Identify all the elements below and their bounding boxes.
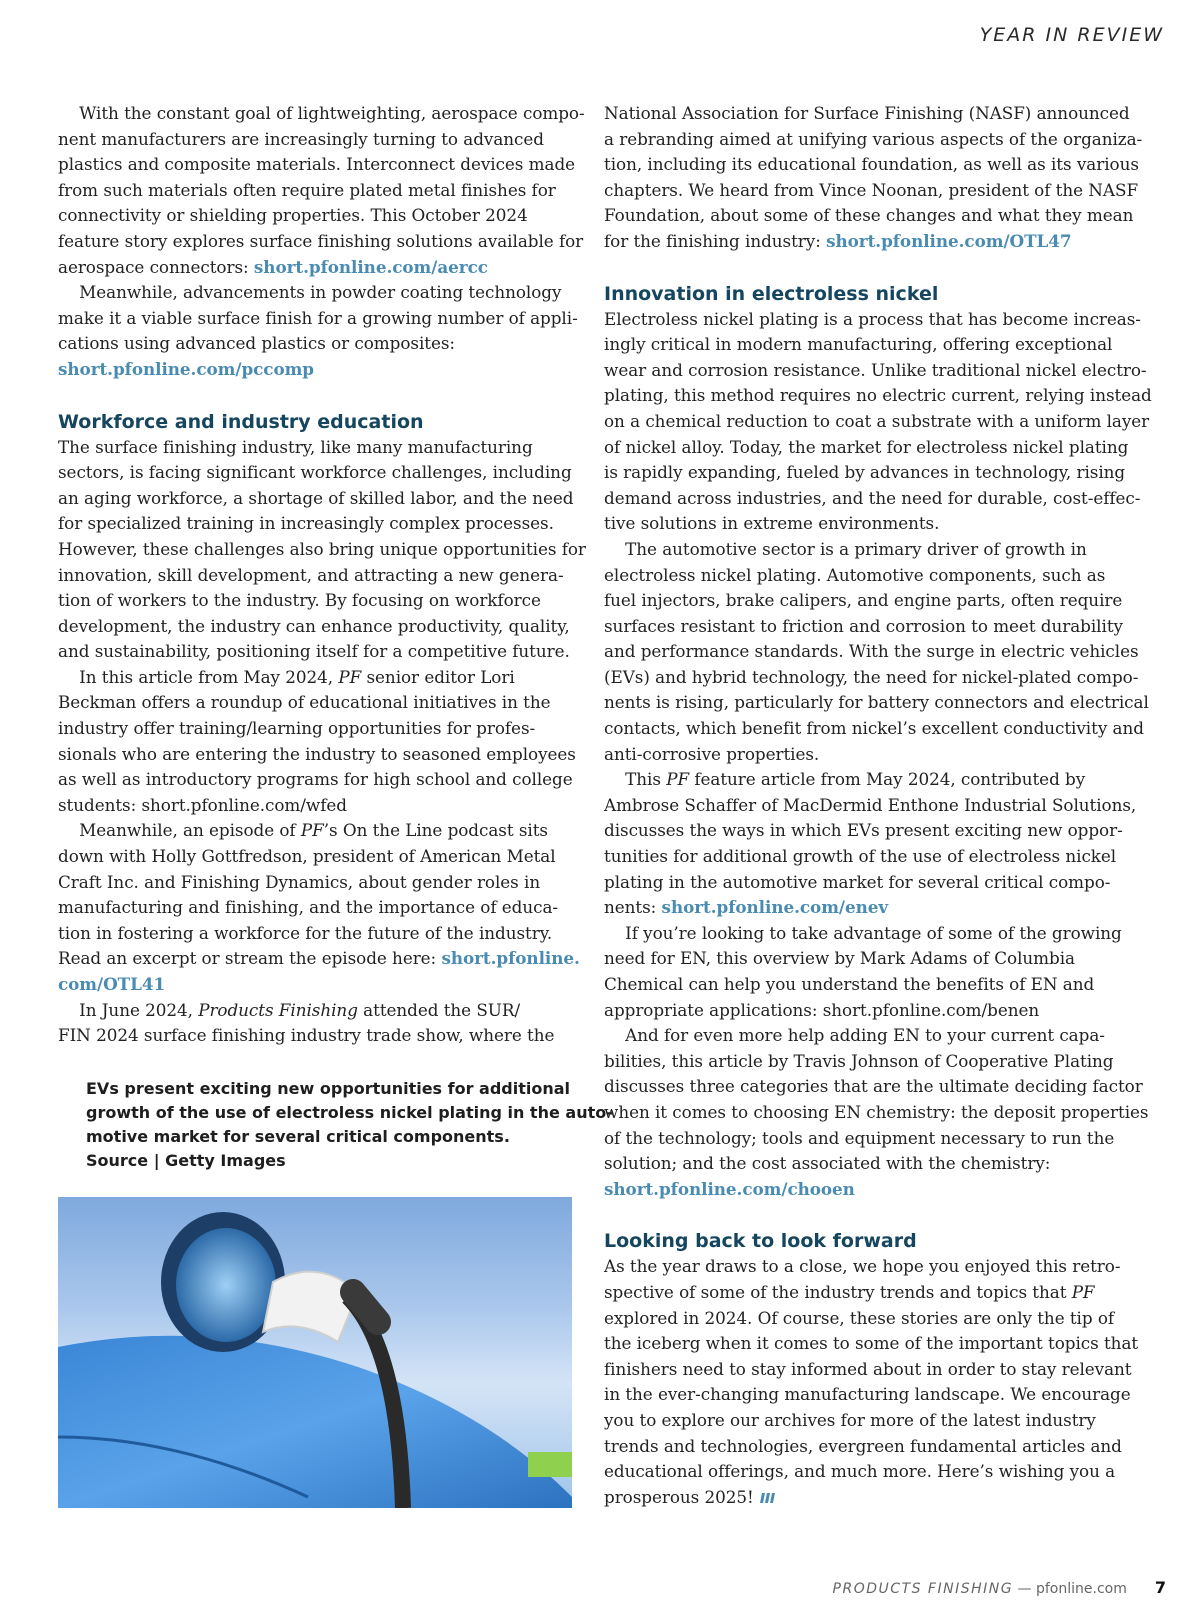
charger-plug bbox=[263, 1272, 358, 1342]
paragraph-electroless-intro: Electroless nickel plating is a process that has become increas- ingly critical in modern manufacturing, offering exceptional wear and corrosion resistance. Unlike traditional nickel electro- plating, this method requires no electric current, relying instead on a chemical reduction to coat a substrate with a uniform layer of nickel alloy. Today, the market for electroless nickel plating is rapidly expanding, fueled by advances in technology, rising demand across industries, and the need for durable, cost-effec- tive solutions in extreme environments. bbox=[604, 308, 1152, 534]
page-footer bbox=[700, 1578, 1166, 1597]
text-run: And for even more help adding EN to your current capa- bilities, this article by Travis Johnson of Cooperative Plating discusses three categories that are the ultimate deciding factor when it comes to choosing EN chemistry: the deposit properties of the technology; tools and equipment necessary to run the solution; and the cost associated with the chemistry: bbox=[604, 1025, 1149, 1174]
text-run: In June 2024, bbox=[58, 999, 199, 1020]
left-column bbox=[58, 101, 586, 1049]
text-run: In this article from May 2024, bbox=[58, 666, 339, 687]
paragraph-pf-feature bbox=[604, 767, 1137, 921]
link-chooen[interactable]: short.pfonline.com/chooen bbox=[604, 1178, 855, 1199]
text-line: from such materials often require plated metal finishes for bbox=[58, 179, 556, 200]
paragraph-workforce: The surface finishing industry, like many manufacturing sectors, is facing significant workforce challenges, including an aging workforce, a shortage of skilled labor, and the need for specialized training in increasingly complex processes. However, these challenges also bring unique opportunities for innovation, skill development, and attracting a new genera- tion of workers to the industry. By focusing on workforce development, the industry can enhance productivity, quality, and sustainability, positioning itself for a competitive future. bbox=[58, 436, 586, 662]
pf-abbrev: PF bbox=[1071, 1281, 1095, 1302]
link-aercc[interactable]: short.pfonline.com/aercc bbox=[253, 256, 488, 277]
text-line: aerospace connectors: bbox=[58, 256, 254, 277]
running-head: YEAR IN REVIEW bbox=[979, 24, 1164, 46]
heading-electroless-nickel: Innovation in electroless nickel bbox=[604, 282, 939, 305]
text-line: make it a viable surface finish for a growing number of appli- bbox=[58, 307, 578, 328]
right-column bbox=[604, 101, 1152, 1510]
text-line: connectivity or shielding properties. This October 2024 bbox=[58, 205, 528, 226]
text-run: feature article from May 2024, contributed by Ambrose Schaffer of MacDermid Enthone Industrial Solutions, discusses the ways in which EVs present exciting new oppor- tunities for additional growth of the use of electroless nickel plating in the automotive market for several critical compo- nents: bbox=[604, 769, 1137, 918]
end-of-article-icon bbox=[760, 1493, 776, 1503]
footer-separator: — bbox=[1013, 1581, 1036, 1597]
text-run: National Association for Surface Finishing (NASF) announced a rebranding aimed at unifying various aspects of the organiza- tion, including its educational foundation, as well as its various chapters. We heard from Vince Noonan, president of the NASF Foundation, about some of these changes and what they mean for the finishing industry: bbox=[604, 103, 1143, 251]
paragraph-podcast bbox=[58, 818, 580, 997]
paragraph-powder-coating bbox=[58, 280, 580, 382]
text-line: Meanwhile, advancements in powder coating technology bbox=[58, 282, 562, 303]
paragraph-en-overview: If you’re looking to take advantage of some of the growing need for EN, this overview by Mark Adams of Columbia Chemical can help you understand the benefits of EN and appropriate applications: short.pfonline.com/benen bbox=[604, 922, 1122, 1020]
magazine-title: Products Finishing bbox=[198, 999, 358, 1020]
text-run: This bbox=[604, 769, 667, 790]
photo-caption bbox=[86, 1077, 613, 1173]
text-line: feature story explores surface finishing solutions available for bbox=[58, 230, 584, 251]
pf-abbrev: PF bbox=[300, 820, 324, 841]
paragraph-aerospace bbox=[58, 101, 585, 280]
paragraph-nasf bbox=[604, 101, 1143, 255]
text-run: attended the SUR/ FIN 2024 surface finishing industry trade show, where the bbox=[58, 999, 555, 1046]
caption-text: EVs present exciting new opportunities for additional growth of the use of electroless nickel plating in the auto- motive market for several critical components. bbox=[86, 1079, 613, 1146]
text-line: cations using advanced plastics or composites: bbox=[58, 333, 456, 354]
car-body bbox=[58, 1336, 572, 1508]
background-greenery bbox=[528, 1452, 572, 1477]
link-enev[interactable]: short.pfonline.com/enev bbox=[661, 897, 889, 918]
paragraph-automotive: The automotive sector is a primary driver of growth in electroless nickel plating. Automotive components, such as fuel injectors, brake calipers, and engine parts, often require surfaces resistant to friction and corrosion to meet durability and performance standards. With the surge in electric vehicles (EVs) and hybrid technology, the need for nickel-plated compo- nents is rising, particularly for battery connectors and electrical contacts, which benefit from nickel’s excellent conductivity and anti-corrosive properties. bbox=[604, 538, 1149, 764]
heading-looking-back: Looking back to look forward bbox=[604, 1230, 917, 1253]
heading-workforce: Workforce and industry education bbox=[58, 410, 424, 433]
page-number: 7 bbox=[1154, 1578, 1166, 1597]
paragraph-en-chemistry bbox=[604, 1023, 1149, 1202]
text-line: With the constant goal of lightweighting, aerospace compo- bbox=[58, 103, 585, 123]
link-otl47[interactable]: short.pfonline.com/OTL47 bbox=[826, 230, 1072, 251]
footer-site: pfonline.com bbox=[1035, 1581, 1127, 1597]
pf-abbrev: PF bbox=[338, 666, 362, 687]
footer-magazine: PRODUCTS FINISHING bbox=[832, 1581, 1014, 1597]
text-line: nent manufacturers are increasingly turning to advanced bbox=[58, 128, 544, 149]
link-otl41[interactable]: short.pfonline. com/OTL41 bbox=[58, 948, 580, 994]
text-run: explored in 2024. Of course, these stories are only the tip of the iceberg when it comes to some of the important topics that finishers need to stay informed about in order to stay relevant in the ever-changing manufacturing landscape. We encourage you to explore our archives for more of the latest industry trends and technologies, evergreen fundamental articles and educational offerings, and much more. Here’s wishing you a prosperous 2025! bbox=[604, 1307, 1139, 1507]
text-run: Meanwhile, an episode of bbox=[58, 820, 301, 841]
pf-abbrev: PF bbox=[666, 769, 690, 790]
text-run: As the year draws to a close, we hope you enjoyed this retro- spective of some of the industry trends and topics that bbox=[604, 1256, 1121, 1302]
ev-charger-illustration bbox=[58, 1197, 572, 1508]
text-run: senior editor Lori Beckman offers a roundup of educational initiatives in the industry offer training/learning opportunities for profes- sionals who are entering the industry to seasoned employees as well as introductory programs for high school and college students: short.pfonline.com/wfed bbox=[58, 666, 576, 815]
paragraph-surfin bbox=[58, 998, 580, 1049]
ev-charging-photo bbox=[58, 1197, 572, 1508]
link-pccomp[interactable]: short.pfonline.com/pccomp bbox=[58, 358, 314, 379]
paragraph-educational-roundup bbox=[58, 665, 580, 819]
text-run: ’s On the Line podcast sits down with Holly Gottfredson, president of American Metal Craft Inc. and Finishing Dynamics, about gender roles in manufacturing and finishing, and the importance of educa- tion in fostering a workforce for the future of the industry. Read an excerpt or stream the episode here: bbox=[58, 820, 559, 969]
paragraph-closing bbox=[604, 1254, 1139, 1510]
text-line: plastics and composite materials. Interconnect devices made bbox=[58, 154, 576, 175]
caption-source: Source | Getty Images bbox=[86, 1151, 286, 1170]
